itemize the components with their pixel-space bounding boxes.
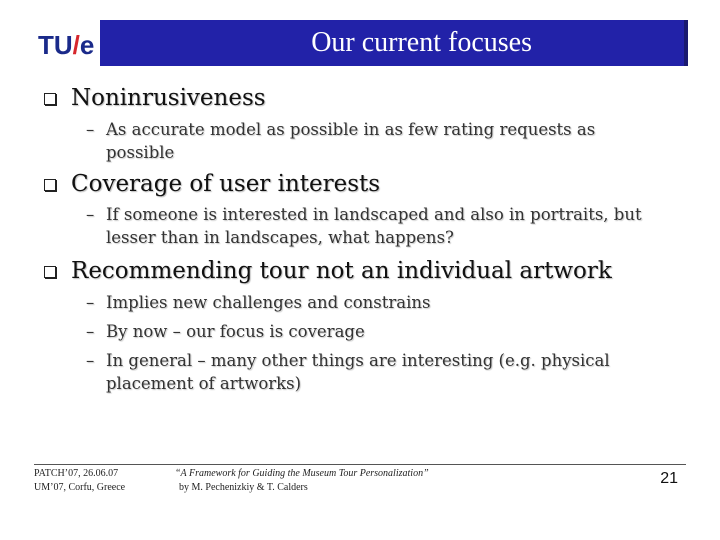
footer-conference bbox=[34, 467, 125, 495]
sub-bullet-item bbox=[86, 291, 666, 314]
bullet-item bbox=[44, 170, 380, 198]
sub-bullet-item bbox=[86, 349, 666, 395]
logo-slash: / bbox=[72, 30, 80, 60]
dash-icon: – bbox=[86, 293, 95, 312]
sub-bullet-text: Implies new challenges and constrains bbox=[106, 293, 431, 312]
page-number: 21 bbox=[660, 470, 678, 487]
logo-prefix: TU bbox=[38, 30, 73, 60]
slide-title: Our current focuses bbox=[311, 27, 532, 58]
bullet-item bbox=[44, 257, 612, 285]
title-bar-shadow bbox=[684, 20, 688, 66]
sub-bullet-item bbox=[86, 320, 666, 343]
logo-suffix: e bbox=[79, 30, 95, 60]
dash-icon: – bbox=[86, 120, 95, 139]
bullet-item bbox=[44, 84, 266, 112]
footer-conference-line2: UM’07, Corfu, Greece bbox=[34, 482, 126, 493]
bullet-text: Recommending tour not an individual artwork bbox=[71, 258, 612, 284]
footer-divider bbox=[34, 464, 686, 465]
checkbox-square-icon bbox=[44, 179, 56, 191]
checkbox-square-icon bbox=[44, 266, 56, 278]
footer-conference-line1: PATCH’07, 26.06.07 bbox=[34, 468, 119, 479]
checkbox-square-icon bbox=[44, 93, 56, 105]
footer-paper-title: “A Framework for Guiding the Museum Tour Personalization” bbox=[175, 468, 429, 479]
sub-bullet-item bbox=[86, 118, 666, 164]
sub-bullet-text: By now – our focus is coverage bbox=[106, 322, 365, 341]
bullet-text: Noninrusiveness bbox=[71, 85, 266, 111]
dash-icon: – bbox=[86, 205, 95, 224]
tue-logo bbox=[38, 30, 94, 61]
sub-bullet-text: In general – many other things are interesting (e.g. physical placement of artworks) bbox=[106, 351, 610, 393]
bullet-text: Coverage of user interests bbox=[71, 171, 381, 197]
dash-icon: – bbox=[86, 322, 95, 341]
sub-bullet-item bbox=[86, 203, 666, 249]
sub-bullet-text: As accurate model as possible in as few rating requests as possible bbox=[106, 120, 596, 162]
title-bar bbox=[100, 20, 684, 66]
footer-paper bbox=[175, 467, 429, 495]
dash-icon: – bbox=[86, 351, 95, 370]
footer-authors: by M. Pechenizkiy & T. Calders bbox=[179, 482, 308, 493]
sub-bullet-text: If someone is interested in landscaped and also in portraits, but lesser than in landscapes, what happens? bbox=[106, 205, 642, 247]
